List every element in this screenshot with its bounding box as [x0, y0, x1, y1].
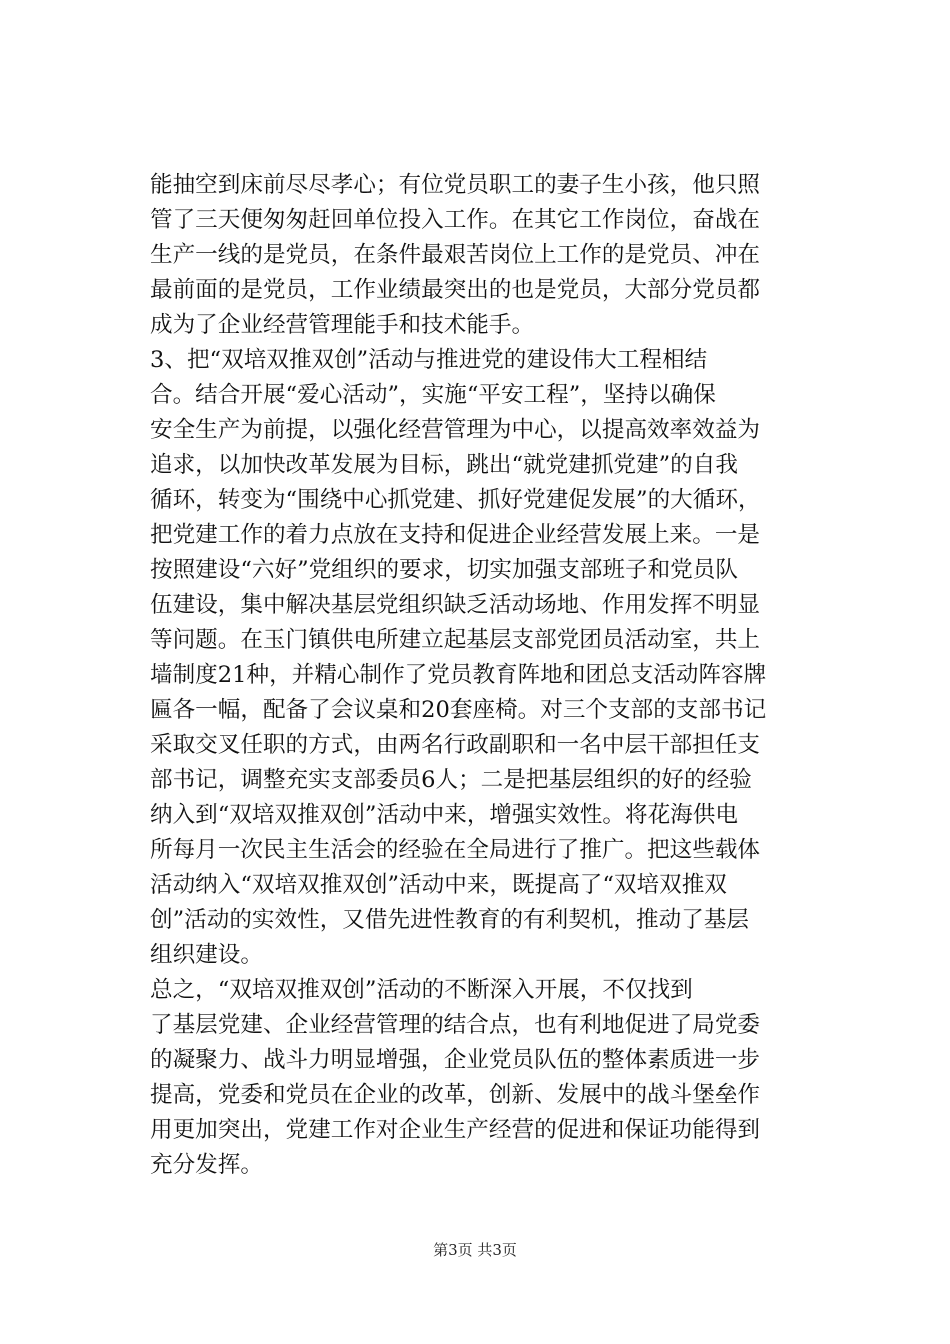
text-line: 匾各一幅，配备了会议桌和20套座椅。对三个支部的支部书记 [150, 697, 767, 723]
text-line: 了基层党建、企业经营管理的结合点，也有利地促进了局党委 [150, 1012, 761, 1038]
text-line: 成为了企业经营管理能手和技术能手。 [150, 312, 535, 338]
document-body [150, 168, 834, 1183]
text-line: 生产一线的是党员，在条件最艰苦岗位上工作的是党员、冲在 [150, 242, 761, 268]
text-line: 创”活动的实效性，又借先进性教育的有利契机，推动了基层 [150, 907, 749, 933]
page-footer [0, 1240, 950, 1260]
text-line: 提高，党委和党员在企业的改革，创新、发展中的战斗堡垒作 [150, 1082, 761, 1108]
text-line: 3、把“双培双推双创”活动与推进党的建设伟大工程相结 [150, 347, 708, 373]
text-line: 部书记，调整充实支部委员6人；二是把基层组织的好的经验 [150, 767, 752, 793]
text-line: 循环，转变为“围绕中心抓党建、抓好党建促发展”的大循环， [150, 487, 761, 513]
text-line: 活动纳入“双培双推双创”活动中来，既提高了“双培双推双 [150, 872, 727, 898]
text-line: 合。结合开展“爱心活动”，实施“平安工程”，坚持以确保 [150, 382, 716, 408]
text-line: 纳入到“双培双推双创”活动中来，增强实效性。将花海供电 [150, 802, 738, 828]
text-line: 的凝聚力、战斗力明显增强，企业党员队伍的整体素质进一步 [150, 1047, 761, 1073]
page-number: 第3页 共3页 [433, 1241, 517, 1259]
text-line: 等问题。在玉门镇供电所建立起基层支部党团员活动室，共上 [150, 627, 761, 653]
text-line: 按照建设“六好”党组织的要求，切实加强支部班子和党员队 [150, 557, 738, 583]
text-line: 所每月一次民主生活会的经验在全局进行了推广。把这些载体 [150, 837, 761, 863]
text-line: 安全生产为前提，以强化经营管理为中心，以提高效率效益为 [150, 417, 761, 443]
text-line: 采取交叉任职的方式，由两名行政副职和一名中层干部担任支 [150, 732, 761, 758]
text-line: 总之，“双培双推双创”活动的不断深入开展，不仅找到 [150, 977, 693, 1003]
text-line: 能抽空到床前尽尽孝心；有位党员职工的妻子生小孩，他只照 [150, 172, 761, 198]
text-line: 伍建设，集中解决基层党组织缺乏活动场地、作用发挥不明显 [150, 592, 761, 618]
text-line: 组织建设。 [150, 942, 263, 968]
text-line: 追求，以加快改革发展为目标，跳出“就党建抓党建”的自我 [150, 452, 738, 478]
text-line: 管了三天便匆匆赶回单位投入工作。在其它工作岗位，奋战在 [150, 207, 761, 233]
text-line: 最前面的是党员，工作业绩最突出的也是党员，大部分党员都 [150, 277, 761, 303]
text-line: 把党建工作的着力点放在支持和促进企业经营发展上来。一是 [150, 522, 761, 548]
text-line: 墙制度21种，并精心制作了党员教育阵地和团总支活动阵容牌 [150, 662, 767, 688]
text-line: 充分发挥。 [150, 1152, 263, 1178]
text-line: 用更加突出，党建工作对企业生产经营的促进和保证功能得到 [150, 1117, 761, 1143]
